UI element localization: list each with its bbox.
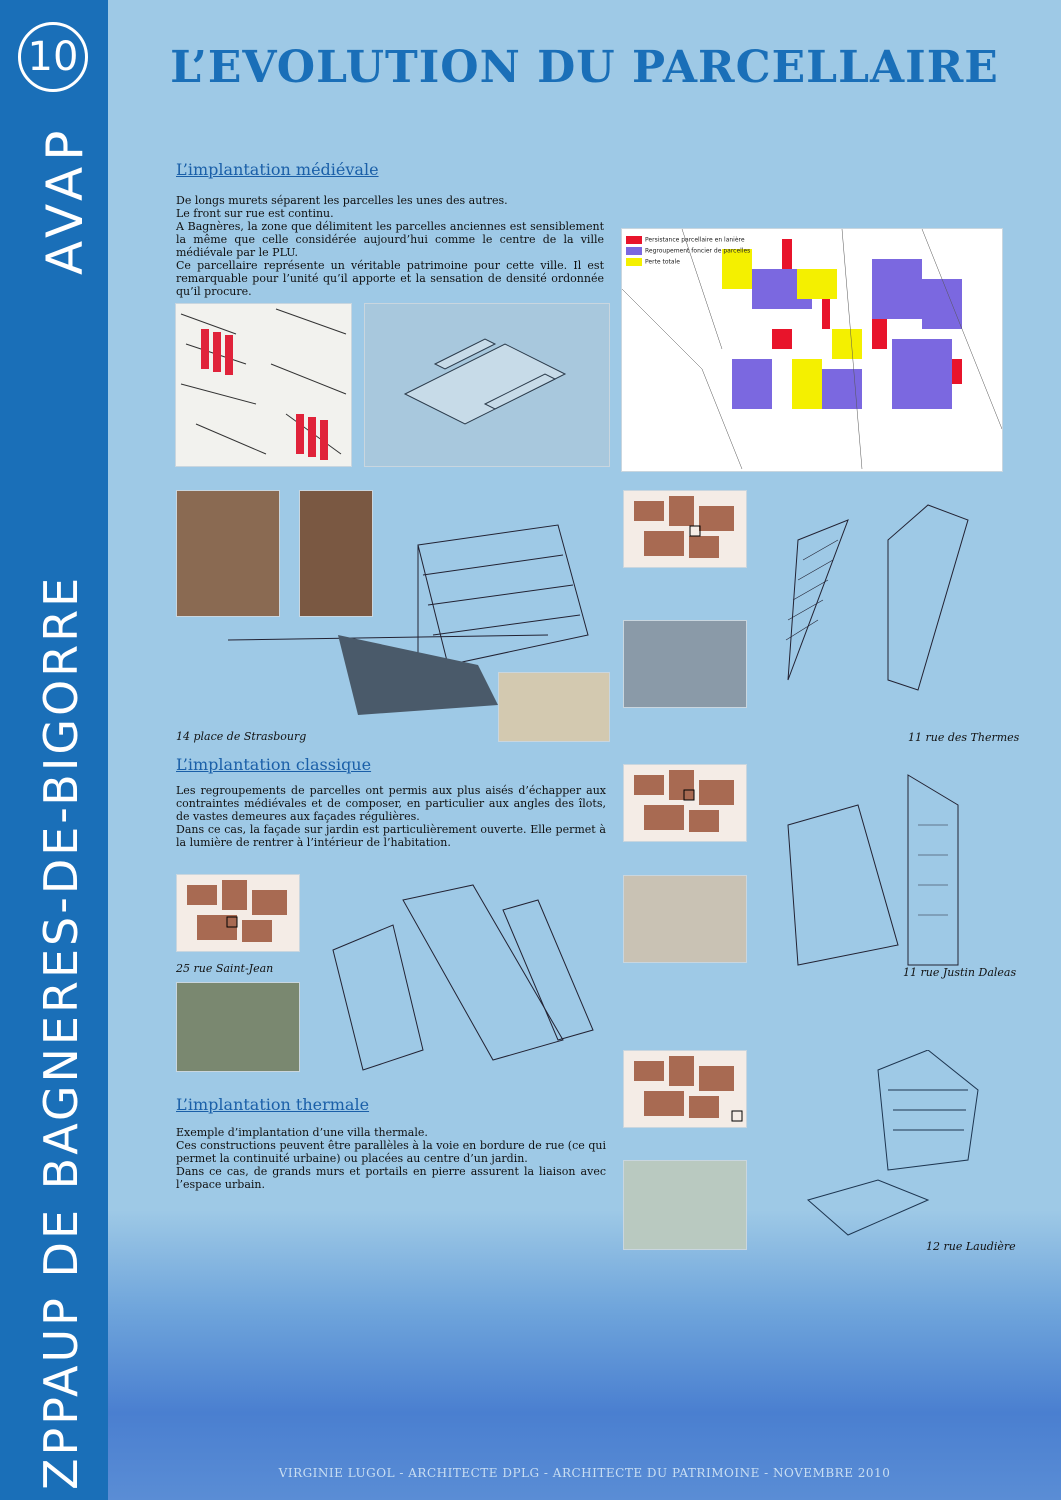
legend-swatch-purple — [626, 247, 642, 255]
locator-map-daleas — [623, 764, 747, 842]
thermes-street-photo — [623, 620, 747, 708]
paragraph: Dans ce cas, la façade sur jardin est particulièrement ouverte. Elle permet à la lumière de rentrer à l’intérieur de l’habitation. — [176, 823, 606, 849]
laudiere-villa-photo — [623, 1160, 747, 1250]
locator-drawing — [177, 875, 299, 951]
paragraph: De longs murets séparent les parcelles les unes des autres. — [176, 194, 508, 207]
sidebar-label-zppaup: ZPPAUP DE BAGNERES-DE-BIGORRE — [34, 574, 88, 1490]
locator-drawing — [624, 1051, 746, 1127]
daleas-facade-photo — [623, 875, 747, 963]
sketch-drawing — [176, 304, 351, 466]
paragraph: Les regroupements de parcelles ont permis aux plus aisés d’échapper aux contraintes médiévales et de composer, en particulier aux angles des îlots, de vastes demeures aux façades régulières. — [176, 784, 606, 823]
villa-drawing — [788, 1050, 998, 1240]
legend-label: Regroupement foncier de parcelles — [645, 247, 751, 255]
footer-credit: VIRGINIE LUGOL - ARCHITECTE DPLG - ARCHITECTE DU PATRIMOINE - NOVEMBRE 2010 — [278, 1466, 891, 1480]
thermes-sketch — [768, 500, 998, 720]
legend-item — [626, 247, 750, 255]
section-text-thermale — [176, 1126, 606, 1191]
caption-laudiere: 12 rue Laudière — [926, 1240, 1016, 1253]
locator-map-thermes — [623, 490, 747, 568]
thermes-drawing — [768, 500, 998, 720]
daleas-sketch — [768, 765, 998, 990]
section-heading-medieval: L’implantation médiévale — [176, 160, 379, 179]
paragraph: Exemple d’implantation d’une villa thermale. — [176, 1126, 428, 1139]
legend-swatch-yellow — [626, 258, 642, 266]
section-heading-classique: L’implantation classique — [176, 755, 372, 774]
medieval-plan-sketch — [175, 303, 352, 467]
section-heading-thermale: L’implantation thermale — [176, 1095, 370, 1114]
legend-item — [626, 258, 750, 266]
map-legend — [626, 236, 750, 266]
saint-jean-courtyard-photo — [176, 982, 300, 1072]
saint-jean-drawing — [323, 880, 613, 1080]
page-title: L’EVOLUTION DU PARCELLAIRE — [170, 42, 999, 93]
saint-jean-sketch — [323, 880, 613, 1080]
paragraph: A Bagnères, la zone que délimitent les parcelles anciennes est sensiblement la même que celle considérée aujourd’hui comme le centre de la ville médiévale par le PLU. — [176, 220, 604, 259]
paragraph: Ces constructions peuvent être parallèles à la voie en bordure de rue (ce qui permet la continuité urbaine) ou placées au centre d’un jardin. — [176, 1139, 606, 1165]
caption-daleas: 11 rue Justin Daleas — [903, 966, 1017, 979]
caption-saint-jean: 25 rue Saint-Jean — [176, 962, 274, 975]
legend-item — [626, 236, 750, 244]
caption-thermes: 11 rue des Thermes — [908, 731, 1020, 744]
section-text-classique — [176, 784, 606, 849]
legend-swatch-red — [626, 236, 642, 244]
locator-map-saint-jean — [176, 874, 300, 952]
paragraph: Dans ce cas, de grands murs et portails en pierre assurent la liaison avec l’espace urbain. — [176, 1165, 606, 1191]
section-text-medieval — [176, 194, 604, 298]
legend-label: Perte totale — [645, 258, 680, 266]
paragraph: Le front sur rue est continu. — [176, 207, 334, 220]
locator-drawing — [624, 765, 746, 841]
legend-label: Persistance parcellaire en lanière — [645, 236, 745, 244]
locator-drawing — [624, 491, 746, 567]
sidebar-label-avap: AVAP — [36, 124, 94, 275]
daleas-drawing — [768, 765, 998, 990]
axonometric-drawing — [365, 304, 609, 466]
cadastre-detail-photo — [498, 672, 610, 742]
paragraph: Ce parcellaire représente un véritable patrimoine pour cette ville. Il est remarquable pour l’unité qu’il apporte et la sensation de densité ordonnée qu’il procure. — [176, 259, 604, 298]
sidebar — [0, 0, 108, 1500]
laudiere-villa-sketch — [788, 1050, 998, 1240]
locator-map-laudiere — [623, 1050, 747, 1128]
medieval-axonometric-sketch — [364, 303, 610, 467]
page-number-badge: 10 — [18, 22, 88, 92]
caption-strasbourg: 14 place de Strasbourg — [176, 730, 307, 743]
main-content — [108, 0, 1061, 1500]
